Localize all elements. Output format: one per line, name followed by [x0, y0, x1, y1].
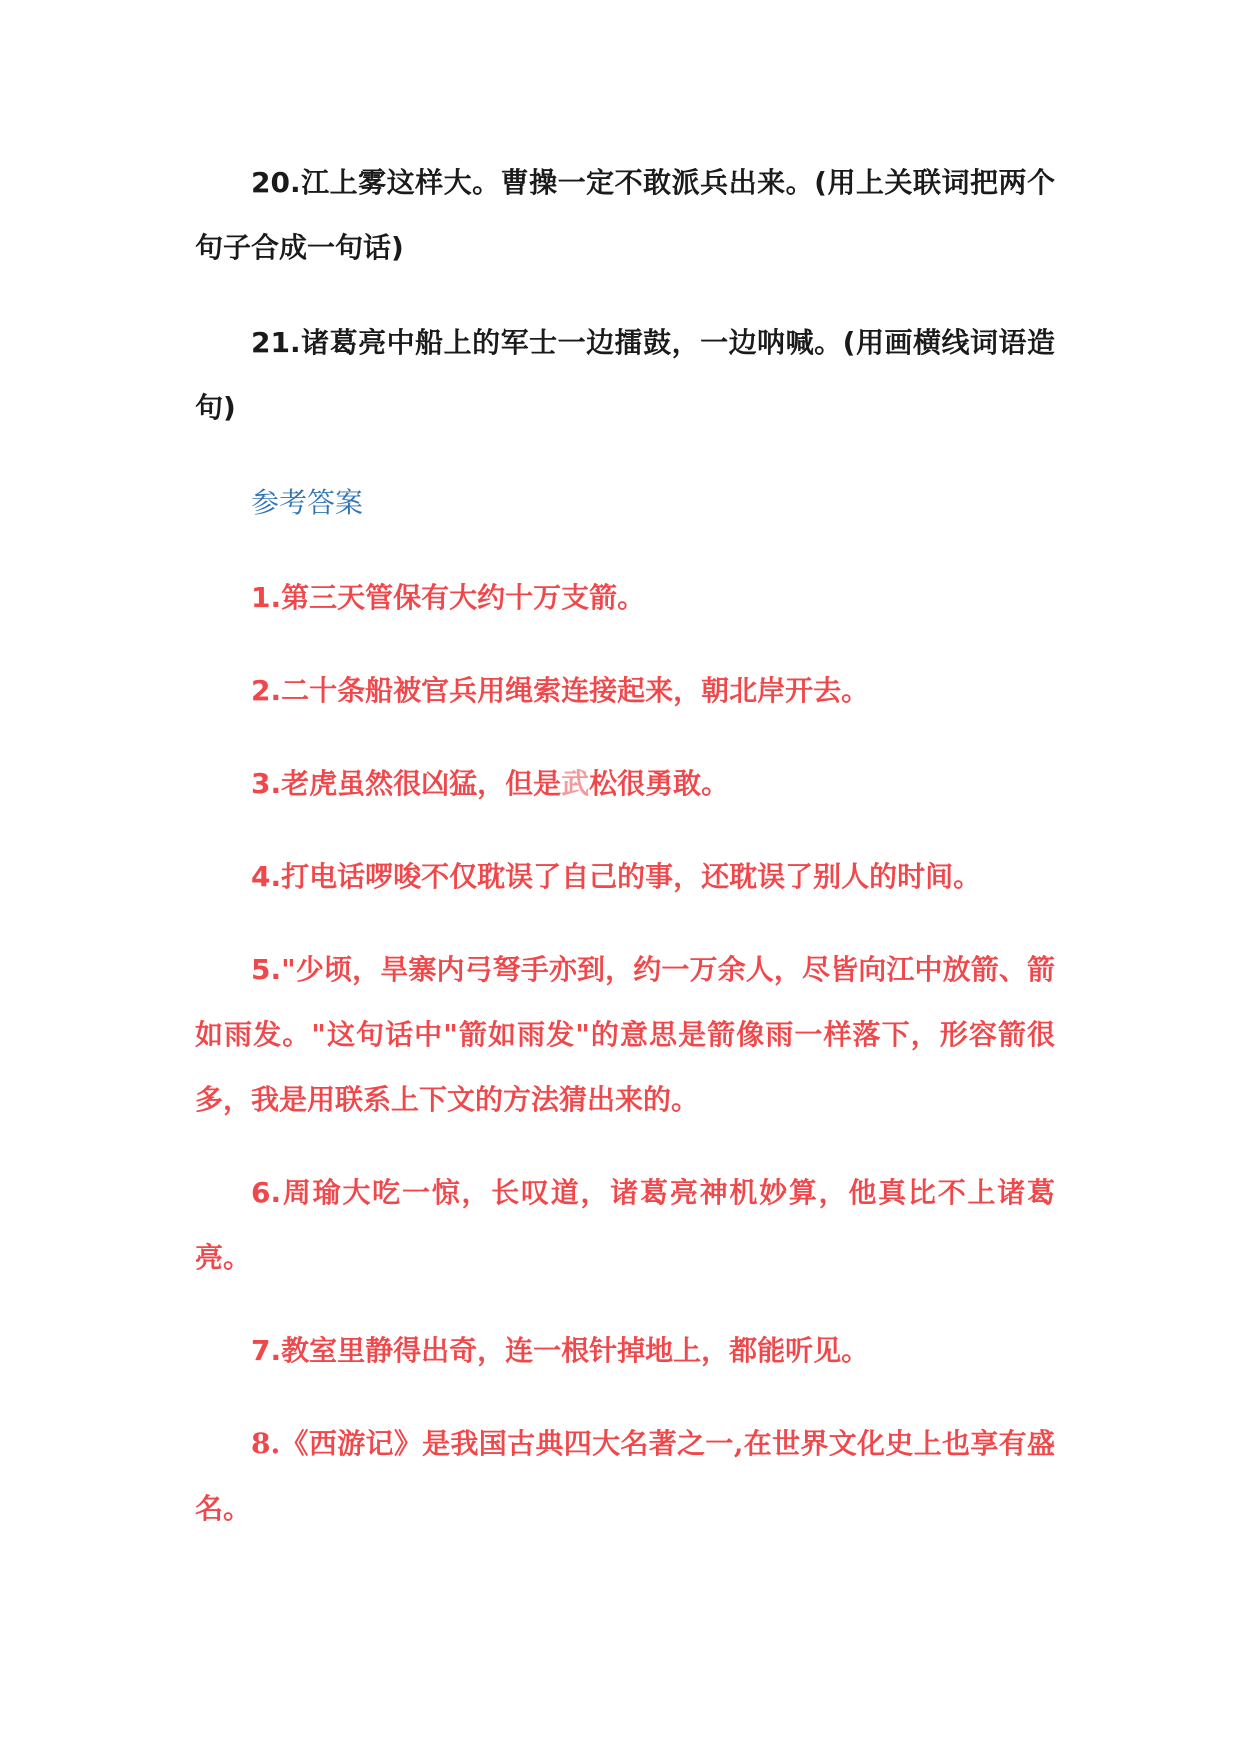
answer-2 — [195, 658, 1055, 723]
answer-text: "少顷，旱寨内弓弩手亦到，约一万余人，尽皆向江中放箭、箭如雨发。"这句话中"箭如雨发"的意思是箭像雨一样落下，形容箭很多，我是用联系上下文的方法猜出来的。 — [195, 953, 1055, 1116]
answer-3 — [195, 751, 1055, 816]
answer-text: 《西游记》是我国古典四大名著之一,在世界文化史上也享有盛名。 — [195, 1427, 1055, 1525]
document-page — [195, 150, 1055, 1569]
answer-number: 1. — [251, 581, 282, 614]
answer-text: 打电话啰唆不仅耽误了自己的事，还耽误了别人的时间。 — [281, 860, 982, 893]
question-text: 江上雾这样大。曹操一定不敢派兵出来。(用上关联词把两个句子合成一句话) — [195, 166, 1055, 264]
question-text: 诸葛亮中船上的军士一边擂鼓，一边呐喊。(用画横线词语造句) — [195, 326, 1055, 424]
answer-number: 2. — [251, 674, 282, 707]
question-number: 20. — [251, 166, 301, 199]
question-21 — [195, 310, 1055, 440]
answer-number: 4. — [251, 860, 282, 893]
answer-text: 周瑜大吃一惊，长叹道，诸葛亮神机妙算，他真比不上诸葛亮。 — [195, 1176, 1055, 1274]
answer-text-before: 老虎虽然很凶猛，但是 — [281, 767, 562, 800]
answer-number: 8. — [251, 1427, 281, 1460]
question-number: 21. — [251, 326, 301, 359]
answer-text-light: 武 — [561, 767, 590, 800]
question-20 — [195, 150, 1055, 280]
answer-7 — [195, 1318, 1055, 1383]
answer-number: 7. — [251, 1334, 282, 1367]
answer-text: 教室里静得出奇，连一根针掉地上，都能听见。 — [281, 1334, 870, 1367]
answer-4 — [195, 844, 1055, 909]
answer-text: 二十条船被官兵用绳索连接起来，朝北岸开去。 — [281, 674, 870, 707]
answer-1 — [195, 565, 1055, 630]
answer-number: 3. — [251, 767, 282, 800]
answer-8 — [195, 1411, 1055, 1541]
answer-number: 6. — [251, 1176, 282, 1209]
answer-number: 5. — [251, 953, 282, 986]
answer-5 — [195, 937, 1055, 1132]
answer-text: 第三天管保有大约十万支箭。 — [281, 581, 646, 614]
answer-text-after: 松很勇敢。 — [589, 767, 730, 800]
answers-heading: 参考答案 — [251, 486, 364, 519]
answer-6 — [195, 1160, 1055, 1290]
